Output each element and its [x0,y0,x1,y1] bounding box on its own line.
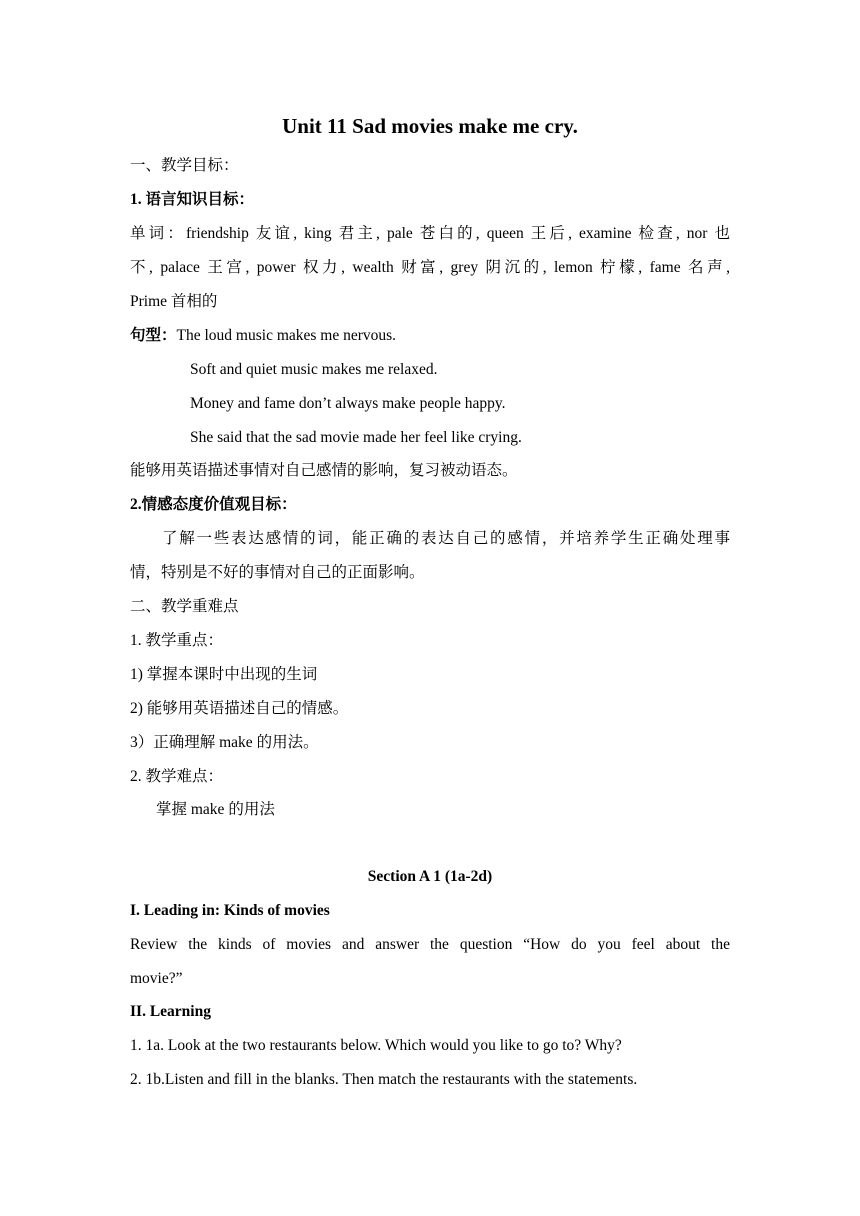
focus-item: 3）正确理解 make 的用法。 [130,734,319,751]
sentence-label: 句型： [130,327,177,344]
difficulty-heading: 2. 教学难点： [130,768,224,785]
sentence-item: The loud music makes me nervous. [176,327,397,344]
leading-heading: I. Leading in: Kinds of movies [130,902,330,919]
learning-item: 1. 1a. Look at the two restaurants below. Which would you like to go to? Why? [130,1037,622,1054]
vocab-line-2: 不, palace 王宫, power 权力, wealth 财富, grey 阴沉的, lemon 柠檬, fame 名声, [130,259,730,276]
sentence-item: Money and fame don’t always make people happy. [190,395,506,412]
vocab-line-3: Prime 首相的 [130,293,218,310]
sentence-row-1 [130,325,730,347]
language-goal-heading: 1. 语言知识目标： [130,191,255,208]
page-title: Unit 11 Sad movies make me cry. [282,114,578,138]
emotion-goal-heading: 2.情感态度价值观目标： [130,496,297,513]
keypoints-heading: 二、教学重难点 [130,598,239,615]
focus-heading: 1. 教学重点： [130,632,224,649]
leading-line-2: movie?” [130,970,183,987]
goals-heading: 一、教学目标： [130,157,239,174]
emotion-goal-line-1: 了解一些表达感情的词，能正确的表达自己的感情，并培养学生正确处理事 [162,530,730,547]
ability-goal: 能够用英语描述事情对自己感情的影响，复习被动语态。 [130,462,518,479]
sentence-item: She said that the sad movie made her feel like crying. [190,429,522,446]
vocab-line-1: 单词：friendship 友谊, king 君主, pale 苍白的, queen 王后, examine 检查, nor 也 [130,225,730,242]
section-title: Section A 1 (1a-2d) [367,868,493,885]
leading-line-1: Review the kinds of movies and answer the question “How do you feel about the [130,936,730,953]
learning-item: 2. 1b.Listen and fill in the blanks. Then match the restaurants with the statements. [130,1071,638,1088]
difficulty-item: 掌握 make 的用法 [156,801,275,818]
emotion-goal-line-2: 情，特别是不好的事情对自己的正面影响。 [130,564,425,581]
sentence-item: Soft and quiet music makes me relaxed. [190,361,438,378]
focus-item: 1) 掌握本课时中出现的生词 [130,666,318,683]
learning-heading: II. Learning [130,1003,211,1020]
focus-item: 2) 能够用英语描述自己的情感。 [130,700,349,717]
